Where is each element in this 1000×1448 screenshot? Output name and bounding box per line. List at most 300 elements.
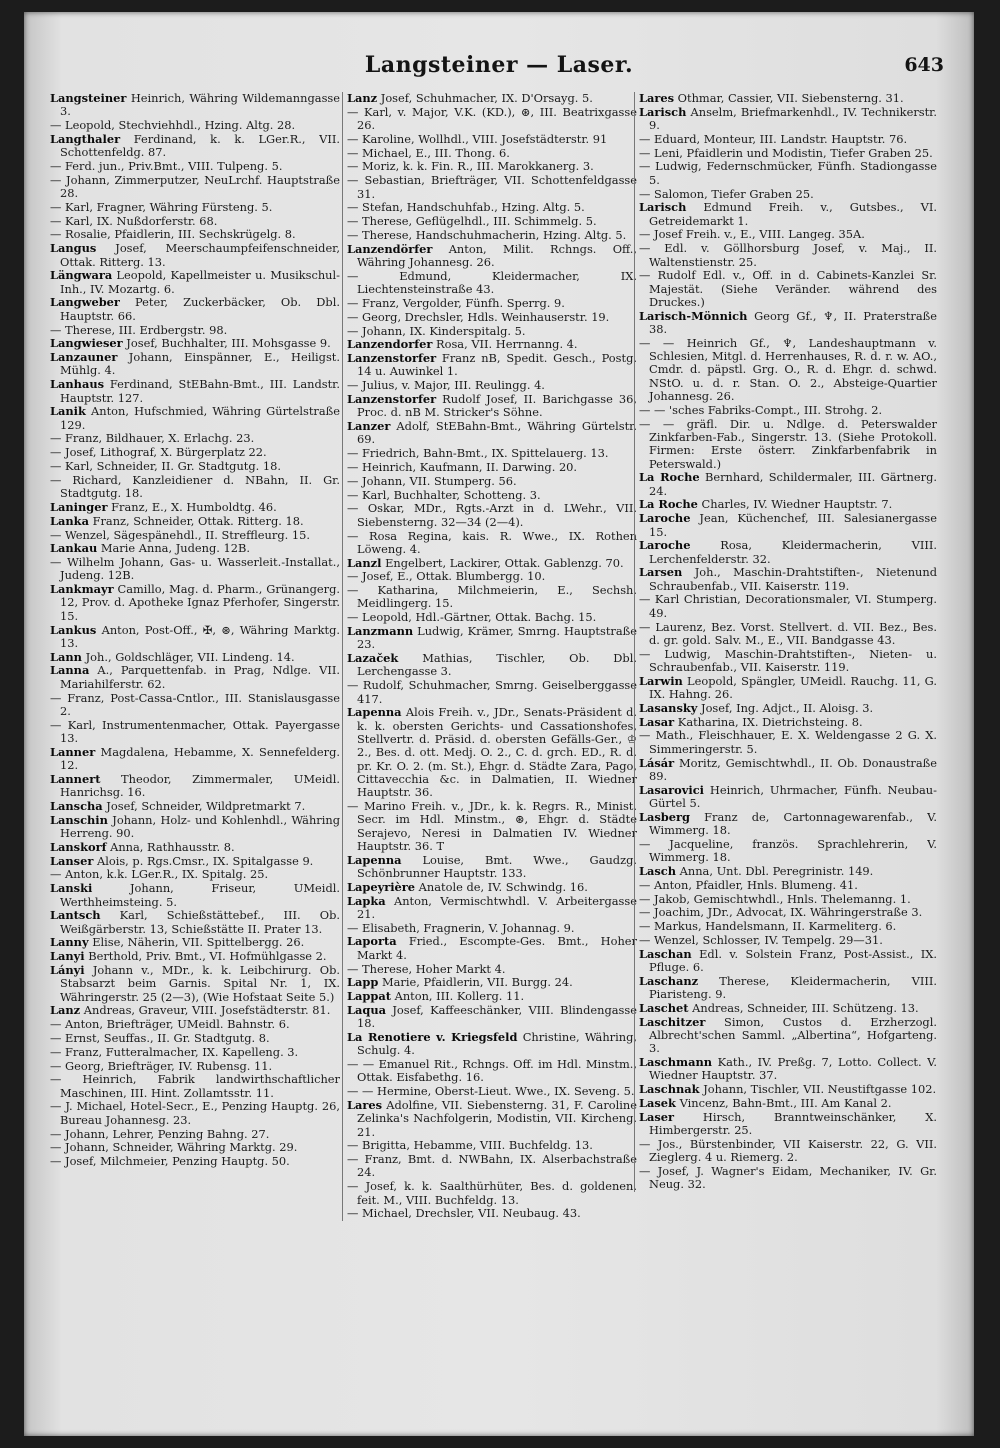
entry-details: Franz de, Cartonnagewarenfab., V. Wimmerg. 18.: [649, 809, 937, 838]
entry-details: — Jakob, Gemischtwhdl., Hnls. Thelemanng. 1.: [639, 891, 911, 906]
entry-details: — Josef Freih. v., E., VIII. Langeg. 35A.: [639, 227, 865, 242]
entry-surname: Lanzmann: [347, 624, 414, 639]
directory-entry: [347, 679, 637, 706]
entry-surname: Lapenna: [347, 705, 402, 720]
entry-details: Edl. v. Solstein Franz, Post-Assist., IX. Pfluge. 6.: [649, 946, 937, 974]
directory-entry: [347, 1004, 637, 1031]
directory-entry: [50, 446, 340, 459]
directory-entry: [639, 201, 937, 228]
directory-entry: [639, 404, 937, 417]
directory-entry: [50, 515, 340, 528]
entry-details: Marie, Pfaidlerin, VII. Burgg. 24.: [378, 975, 573, 990]
entry-details: Josef, Schuhmacher, IX. D'Orsayg. 5.: [377, 91, 593, 105]
directory-entry: [639, 1111, 937, 1138]
entry-surname: Lanzendorfer: [347, 337, 433, 352]
entry-surname: Lanzer: [347, 419, 391, 434]
directory-entry: [347, 297, 637, 310]
directory-entry: [50, 936, 340, 949]
entry-surname: Lann: [50, 649, 82, 664]
directory-entry: [50, 542, 340, 555]
entry-details: — Anton, Briefträger, UMeidl. Bahnstr. 6.: [50, 1017, 290, 1032]
entry-details: Leopold, Spängler, UMeidl. Rauchg. 11, G. IX. Hahng. 26.: [649, 673, 937, 702]
entry-details: Anatole de, IV. Schwindg. 16.: [415, 879, 588, 894]
directory-entry: [639, 1056, 937, 1083]
directory-entry: [347, 1153, 637, 1180]
entry-details: — — Emanuel Rit., Rchngs. Off. im Hdl. Minstm., Ottak. Eisfabethg. 16.: [347, 1057, 637, 1085]
column-3: [634, 92, 937, 1192]
entry-details: Joh., Goldschläger, VII. Lindeng. 14.: [81, 649, 295, 664]
column-2: [342, 92, 637, 1221]
entry-surname: Laninger: [50, 499, 108, 514]
entry-details: Josef, Schneider, Wildpretmarkt 7.: [102, 798, 306, 813]
entry-surname: Lasarovici: [639, 782, 704, 797]
entry-details: — Josef, Lithograf, X. Bürgerplatz 22.: [50, 445, 267, 460]
directory-entry: [50, 909, 340, 936]
directory-entry: [639, 242, 937, 269]
entry-details: Franz, E., X. Humboldtg. 46.: [107, 499, 277, 514]
entry-details: Anton, Milit. Rchngs. Off., Währing Johannesg. 26.: [357, 241, 637, 270]
entry-details: Hirsch, Branntweinschänker, X. Himbergerstr. 25.: [649, 1109, 937, 1138]
entry-details: Louise, Bmt. Wwe., Gaudzg. Schönbrunner Hauptstr. 133.: [357, 852, 637, 880]
entry-details: — Johann, Schneider, Währing Marktg. 29.: [50, 1140, 298, 1155]
directory-entry: [347, 461, 637, 474]
entry-surname: Lanik: [50, 404, 86, 419]
entry-details: Anton, Vermischtwhdl. V. Arbeitergasse 21.: [357, 893, 637, 921]
entry-details: — Richard, Kanzleidiener d. NBahn, II. Gr. Stadtgutg. 18.: [50, 472, 340, 501]
directory-entry: [639, 512, 937, 539]
directory-entry: [50, 855, 340, 868]
entry-details: Alois Freih. v., JDr., Senats-Präsident d. k. k. obersten Gerichts- und Cassationshofes, Stellvertr. d. Präsid. d. obersten Gefälls-Ger., ♔ 2., Bes. d. ott. Medj. O. 2., C. d. grch. ED., R. d. pr. Kr. O. 2. (m. St.), Ehgr. d. Städte Zara, Pago, Cittavecchia &c. in Dalmatien, II. Wiedner Hauptstr. 36.: [357, 705, 637, 800]
directory-entry: [639, 1165, 937, 1192]
entry-surname: Laser: [639, 1109, 675, 1124]
entry-surname: Larwin: [639, 673, 683, 688]
entry-surname: Laschanz: [639, 973, 699, 988]
directory-entry: [50, 814, 340, 841]
entry-details: — Katharina, Milchmeierin, E., Sechsh. Meidlingerg. 15.: [347, 583, 637, 611]
entry-details: Kath., IV. Preßg. 7, Lotto. Collect. V. Wiedner Hauptstr. 37.: [649, 1055, 937, 1083]
entry-surname: Laporta: [347, 934, 397, 949]
entry-surname: Lapp: [347, 975, 379, 990]
entry-surname: Lapka: [347, 893, 386, 908]
running-title: Langsteiner — Laser.: [364, 52, 634, 78]
entry-details: — Heinrich, Kaufmann, II. Darwing. 20.: [347, 460, 578, 475]
directory-entry: [347, 1085, 637, 1098]
directory-entry: [50, 529, 340, 542]
entry-details: Christine, Währing, Schulg. 4.: [357, 1029, 637, 1058]
entry-details: Josef, Buchhalter, III. Mohsgasse 9.: [122, 336, 331, 351]
entry-details: — Johann, Zimmerputzer, NeuLrchf. Hauptstraße 28.: [50, 172, 340, 201]
directory-entry: [50, 964, 340, 1004]
entry-details: Bernhard, Schildermaler, III. Gärtnerg. 24.: [649, 470, 937, 498]
directory-entry: [347, 243, 637, 270]
entry-surname: Lanz: [50, 1003, 81, 1018]
entry-details: — Rosalie, Pfaidlerin, III. Sechskrügelg. 8.: [50, 227, 296, 242]
entry-surname: Lanscha: [50, 798, 103, 813]
directory-entry: [639, 133, 937, 146]
entry-surname: Lankus: [50, 622, 97, 637]
entry-details: Anna, Unt. Dbl. Peregrinistr. 149.: [676, 863, 874, 878]
entry-details: — Therese, Geflügelhdl., III. Schimmelg. 5.: [347, 214, 597, 229]
entry-details: — Oskar, MDr., Rgts.-Arzt in d. LWehr., VII. Siebensterng. 32—34 (2—4).: [347, 501, 637, 529]
directory-entry: [639, 1097, 937, 1110]
entry-details: — Math., Fleischhauer, E. X. Weldengasse 2 G. X. Simmeringerstr. 5.: [639, 728, 937, 756]
entry-surname: Lányi: [50, 963, 85, 977]
directory-entry: [347, 92, 637, 105]
entry-details: Johann v., MDr., k. k. Leibchirurg. Ob. Stabsarzt beim Garnis. Spital Nr. 1, IX. Währingerstr. 25 (2—3), (Wie Hofstaat Seite 5.): [60, 963, 340, 1004]
directory-entry: [347, 475, 637, 488]
entry-details: — Johann, IX. Kinderspitalg. 5.: [347, 323, 526, 338]
entry-details: — Franz, Bildhauer, X. Erlachg. 23.: [50, 431, 255, 446]
entry-details: Franz, Schneider, Ottak. Ritterg. 18.: [88, 513, 304, 528]
entry-surname: Lazaček: [347, 651, 399, 666]
directory-entry: [50, 746, 340, 773]
entry-details: — Karl, v. Major, V.K. (KD.), ⊛, III. Beatrixgasse 26.: [347, 104, 637, 133]
entry-details: — Eduard, Monteur, III. Landstr. Hauptstr. 76.: [639, 131, 908, 146]
entry-details: — Julius, v. Major, III. Reulingg. 4.: [347, 378, 545, 393]
directory-entry: [347, 1099, 637, 1139]
entry-surname: La Roche: [639, 470, 700, 485]
entry-surname: Lanzenstorfer: [347, 351, 437, 366]
entry-surname: Lasberg: [639, 809, 690, 824]
entry-details: — Johann, Lehrer, Penzing Bahng. 27.: [50, 1126, 270, 1141]
directory-entry: [50, 1018, 340, 1031]
entry-surname: Lanschin: [50, 812, 108, 827]
entry-details: Anton, Hufschmied, Währing Gürtelstraße 129.: [60, 404, 340, 432]
directory-entry: [50, 1100, 340, 1127]
directory-entry: [639, 92, 937, 105]
entry-details: — Rudolf Edl. v., Off. in d. Cabinets-Kanzlei Sr. Majestät. (Siehe Veränder. während des Druckes.): [639, 268, 937, 309]
directory-entry: [639, 729, 937, 756]
entry-details: — Karl, Fragner, Währing Fürsteng. 5.: [50, 199, 273, 214]
entry-surname: Längwara: [50, 268, 113, 283]
directory-entry: [639, 418, 937, 471]
entry-details: Joh., Maschin-Drahtstiften-, Nietenund Schraubenfab., VII. Kaiserstr. 119.: [649, 565, 937, 593]
entry-details: — Leni, Pfaidlerin und Modistin, Tiefer Graben 25.: [639, 145, 933, 160]
directory-entry: [50, 92, 340, 119]
entry-details: — Wenzel, Schlosser, IV. Tempelg. 29—31.: [639, 932, 883, 947]
entry-details: — Stefan, Handschuhfab., Hzing. Altg. 5.: [347, 200, 585, 215]
directory-entry: [347, 976, 637, 989]
entry-details: Andreas, Schneider, III. Schützeng. 13.: [688, 1000, 919, 1015]
entry-surname: Laschet: [639, 1000, 689, 1015]
entry-details: — Josef, E., Ottak. Blumbergg. 10.: [347, 569, 546, 584]
entry-surname: Larisch: [639, 104, 687, 119]
entry-surname: Langus: [50, 241, 97, 256]
directory-entry: [347, 570, 637, 583]
directory-entry: [50, 378, 340, 405]
entry-details: Josef, Kaffeeschänker, VIII. Blindengasse 18.: [357, 1002, 637, 1031]
entry-details: — — Heinrich Gf., ♆, Landeshauptmann v. Schlesien, Mitgl. d. Herrenhauses, R. d. r. w. AO., Cmdr. d. päpstl. Grg. O., R. d. Ehgr. d. schwd. NStO. u. d. r. Stan. O. 2., Absteige-Quartier Johannesg. 26.: [639, 335, 937, 404]
directory-entry: [50, 432, 340, 445]
directory-entry: [347, 229, 637, 242]
entry-details: — Josef, k. k. Saalthürhüter, Bes. d. goldenen. feit. M., VIII. Buchfeldg. 13.: [347, 1179, 637, 1207]
directory-entry: [50, 1073, 340, 1100]
entry-details: — Jos., Bürstenbinder, VII Kaiserstr. 22, G. VII. Zieglerg. 4 u. Riemerg. 2.: [639, 1136, 937, 1165]
directory-entry: [347, 963, 637, 976]
directory-entry: [347, 379, 637, 392]
entry-details: — Johann, VII. Stumperg. 56.: [347, 473, 517, 488]
entry-surname: Laschmann: [639, 1055, 713, 1070]
entry-details: — Ernst, Seuffas., II. Gr. Stadtgutg. 8.: [50, 1030, 270, 1045]
directory-entry: [347, 215, 637, 228]
directory-entry: [347, 352, 637, 379]
page-number: 643: [904, 54, 944, 76]
entry-surname: Langwieser: [50, 336, 123, 351]
entry-details: Heinrich, Währing Wildemanngasse 3.: [60, 91, 340, 119]
entry-surname: Lapenna: [347, 852, 402, 867]
directory-entry: [347, 201, 637, 214]
directory-entry: [639, 879, 937, 892]
entry-details: Anselm, Briefmarkenhdl., IV. Technikerstr. 9.: [649, 104, 937, 133]
directory-entry: [347, 652, 637, 679]
entry-surname: Lanna: [50, 663, 90, 678]
entry-surname: Lasar: [639, 714, 675, 729]
entry-surname: La Roche: [639, 497, 698, 512]
entry-details: Alois, p. Rgs.Cmsr., IX. Spitalgasse 9.: [93, 853, 314, 868]
directory-entry: [347, 160, 637, 173]
entry-details: — — Hermine, Oberst-Lieut. Wwe., IX. Seveng. 5.: [347, 1084, 635, 1099]
entry-details: — Franz, Vergolder, Fünfh. Sperrg. 9.: [347, 295, 565, 310]
entry-details: Edmund Freih. v., Gutsbes., VI. Getreidemarkt 1.: [649, 200, 937, 228]
directory-entry: [50, 1155, 340, 1168]
directory-entry: [50, 800, 340, 813]
directory-entry: [347, 922, 637, 935]
entry-details: — Ludwig, Maschin-Drahtstiften-, Nieten- u. Schraubenfab., VII. Kaiserstr. 119.: [639, 646, 937, 674]
directory-entry: [347, 311, 637, 324]
entry-details: Mathias, Tischler, Ob. Dbl. Lerchengasse 3.: [357, 651, 637, 679]
directory-entry: [50, 1060, 340, 1073]
entry-details: — Therese, Hoher Markt 4.: [347, 961, 506, 976]
directory-entry: [50, 950, 340, 963]
directory-entry: [50, 624, 340, 651]
directory-entry: [347, 1031, 637, 1058]
entry-details: Rosa, VII. Herrnanng. 4.: [432, 337, 578, 352]
entry-details: — Marino Freih. v., JDr., k. k. Regrs. R., Minist. Secr. im Hdl. Minstm., ⊛, Ehgr. d. Städte Serajevo, Neresi in Dalmatien IV. Wiedner Hauptstr. 36. T: [347, 798, 637, 853]
directory-entry: [50, 460, 340, 473]
entry-details: Georg Gf., ♆, II. Praterstraße 38.: [649, 308, 937, 337]
directory-entry: [50, 501, 340, 514]
directory-entry: [639, 337, 937, 403]
entry-details: — Franz, Post-Cassa-Cntlor., III. Stanislausgasse 2.: [50, 690, 340, 718]
directory-entry: [50, 324, 340, 337]
entry-surname: Lannert: [50, 771, 101, 786]
entry-details: Ferdinand, StEBahn-Bmt., III. Landstr. Hauptstr. 127.: [60, 377, 340, 405]
directory-entry: [347, 1058, 637, 1085]
directory-entry: [50, 228, 340, 241]
directory-entry: [347, 270, 637, 297]
entry-details: — Josef, J. Wagner's Eidam, Mechaniker, IV. Gr. Neug. 32.: [639, 1163, 937, 1192]
directory-entry: [639, 498, 937, 511]
entry-details: — Wilhelm Johann, Gas- u. Wasserleit.-Installat., Judeng. 12B.: [50, 555, 340, 583]
directory-entry: [639, 675, 937, 702]
directory-entry: [639, 188, 937, 201]
entry-details: — Elisabeth, Fragnerin, V. Johannag. 9.: [347, 920, 575, 935]
directory-entry: [639, 648, 937, 675]
directory-entry: [50, 242, 340, 269]
directory-entry: [639, 228, 937, 241]
page-header: [24, 52, 974, 86]
entry-details: — Karl, Schneider, II. Gr. Stadtgutg. 18.: [50, 459, 282, 474]
entry-details: Johann, Tischler, VII. Neustiftgasse 102.: [699, 1082, 937, 1097]
entry-details: — Franz, Bmt. d. NWBahn, IX. Alserbachstraße 24.: [347, 1152, 637, 1180]
entry-details: Moritz, Gemischtwhdl., II. Ob. Donaustraße 89.: [649, 755, 937, 783]
entry-details: — — gräfl. Dir. u. Ndlge. d. Peterswalder Zinkfarben-Fab., Singerstr. 13. (Siehe Protokoll. Firmen: Erste österr. Zinkfarbenfabrik in Peterswald.): [639, 416, 937, 471]
entry-details: Johann, Holz- und Kohlenhdl., Währing Herreng. 90.: [60, 812, 340, 841]
entry-details: Anton, Post-Off., ✠, ⊛, Währing Marktg. 13.: [60, 622, 340, 650]
directory-entry: [347, 895, 637, 922]
entry-details: Rosa, Kleidermacherin, VIII. Lerchenfelderstr. 32.: [649, 538, 937, 566]
entry-surname: Lankau: [50, 541, 98, 556]
directory-entry: [639, 539, 937, 566]
entry-details: — Franz, Futteralmacher, IX. Kapelleng. 3.: [50, 1044, 299, 1059]
directory-entry: [639, 975, 937, 1002]
directory-entry: [639, 948, 937, 975]
entry-surname: Lantsch: [50, 908, 101, 923]
entry-details: — Georg, Drechsler, Hdls. Weinhauserstr. 19.: [347, 309, 610, 324]
directory-entry: [50, 201, 340, 214]
entry-details: — Michael, Drechsler, VII. Neubaug. 43.: [347, 1206, 581, 1221]
directory-entry: [347, 557, 637, 570]
directory-entry: [50, 1046, 340, 1059]
directory-entry: [50, 351, 340, 378]
directory-entry: [50, 133, 340, 160]
directory-entry: [347, 706, 637, 799]
directory-entry: [639, 757, 937, 784]
entry-surname: Langsteiner: [50, 91, 127, 105]
directory-entry: [639, 1138, 937, 1165]
column-1: [50, 92, 340, 1169]
entry-details: Fried., Escompte-Ges. Bmt., Hoher Markt 4.: [357, 934, 637, 962]
directory-entry: [639, 471, 937, 498]
entry-surname: Lanyi: [50, 949, 85, 964]
entry-details: Simon, Custos d. Erzherzogl. Albrecht'schen Samml. „Albertina“, Hofgarteng. 3.: [649, 1014, 937, 1056]
directory-entry: [50, 719, 340, 746]
entry-details: Peter, Zuckerbäcker, Ob. Dbl. Hauptstr. 66.: [60, 295, 340, 323]
directory-entry: [347, 147, 637, 160]
directory-entry: [347, 1180, 637, 1207]
entry-details: — Sebastian, Briefträger, VII. Schottenfeldgasse 31.: [347, 173, 637, 201]
entry-details: Rudolf Josef, II. Barichgasse 36, Proc. d. nB M. Stricker's Söhne.: [357, 392, 637, 420]
entry-details: — Ferd. jun., Priv.Bmt., VIII. Tulpeng. 5.: [50, 158, 283, 173]
entry-details: Camillo, Mag. d. Pharm., Grünangerg. 12, Prov. d. Apotheke Ignaz Pferhofer, Singerstr. 15.: [60, 582, 340, 623]
directory-entry: [50, 474, 340, 501]
entry-details: Vincenz, Bahn-Bmt., III. Am Kanal 2.: [675, 1095, 892, 1110]
entry-details: Jean, Küchenchef, III. Salesianergasse 15.: [649, 511, 937, 539]
entry-details: — Jacqueline, französ. Sprachlehrerin, V. Wimmerg. 18.: [639, 836, 937, 865]
directory-entry: [639, 784, 937, 811]
entry-details: Charles, IV. Wiedner Hauptstr. 7.: [697, 497, 893, 512]
entry-details: Ferdinand, k. k. LGer.R., VII. Schottenfeldg. 87.: [60, 131, 340, 160]
entry-details: Magdalena, Hebamme, X. Sennefelderg. 12.: [60, 744, 340, 773]
directory-entry: [347, 625, 637, 652]
entry-details: — Karl, IX. Nußdorferstr. 68.: [50, 213, 218, 228]
entry-details: — Anton, Pfaidler, Hnls. Blumeng. 41.: [639, 877, 858, 892]
directory-entry: [639, 1002, 937, 1015]
directory-entry: [347, 800, 637, 853]
entry-surname: Lanka: [50, 513, 89, 528]
directory-entry: [50, 882, 340, 909]
entry-details: — — 'sches Fabriks-Compt., III. Strohg. 2.: [639, 402, 883, 417]
entry-details: — Brigitta, Hebamme, VIII. Buchfeldg. 13.: [347, 1138, 593, 1153]
entry-details: — Josef, Milchmeier, Penzing Hauptg. 50.: [50, 1154, 290, 1169]
entry-surname: Larisch-Mönnich: [639, 308, 748, 323]
directory-entry: [639, 716, 937, 729]
entry-details: — Salomon, Tiefer Graben 25.: [639, 186, 814, 201]
entry-surname: Laschitzer: [639, 1014, 706, 1029]
entry-details: — Michael, E., III. Thong. 6.: [347, 145, 510, 160]
entry-details: — Edmund, Kleidermacher, IX. Liechtensteinstraße 43.: [347, 268, 637, 297]
directory-entry: [347, 106, 637, 133]
directory-entry: [639, 566, 937, 593]
entry-details: Franz nB, Spedit. Gesch., Postg. 14 u. Auwinkel 1.: [357, 351, 637, 379]
entry-surname: Lares: [347, 1097, 383, 1112]
directory-entry: [639, 1083, 937, 1096]
directory-entry: [639, 934, 937, 947]
entry-details: Marie Anna, Judeng. 12B.: [97, 541, 250, 556]
entry-details: Engelbert, Lackirer, Ottak. Gablenzg. 70.: [381, 555, 624, 570]
entry-details: Therese, Kleidermacherin, VIII. Piaristeng. 9.: [649, 973, 937, 1002]
entry-surname: Langthaler: [50, 131, 121, 146]
directory-entry: [639, 865, 937, 878]
entry-details: — Leopold, Hdl.-Gärtner, Ottak. Bachg. 15.: [347, 610, 597, 625]
entry-details: Adolf, StEBahn-Bmt., Währing Gürtelstr. 69.: [357, 419, 637, 447]
entry-details: — Therese, Handschuhmacherin, Hzing. Altg. 5.: [347, 227, 627, 242]
entry-details: Andreas, Graveur, VIII. Josefstädterstr. 81.: [80, 1003, 331, 1018]
directory-entry: [347, 502, 637, 529]
entry-surname: Lanhaus: [50, 377, 105, 392]
directory-entry: [347, 325, 637, 338]
entry-surname: Lanz: [347, 91, 378, 105]
entry-surname: Lanser: [50, 853, 94, 868]
entry-details: — Wenzel, Sägespänehdl., II. Streffleurg. 15.: [50, 527, 310, 542]
entry-details: Othmar, Cassier, VII. Siebensterng. 31.: [674, 91, 904, 105]
directory-entry: [347, 990, 637, 1003]
directory-entry: [50, 692, 340, 719]
entry-surname: Lanski: [50, 881, 93, 896]
entry-surname: Lapeyrière: [347, 879, 416, 894]
entry-surname: La Renotiere v. Kriegsfeld: [347, 1029, 518, 1044]
entry-details: — Joachim, JDr., Advocat, IX. Währingerstraße 3.: [639, 905, 923, 920]
directory-entry: [639, 106, 937, 133]
directory-entry: [347, 447, 637, 460]
directory-entry: [50, 583, 340, 623]
entry-details: — Rudolf, Schuhmacher, Smrng. Geiselberggasse 417.: [347, 678, 637, 706]
directory-entry: [347, 881, 637, 894]
entry-surname: Lanzauner: [50, 350, 118, 365]
entry-details: Johann, Einspänner, E., Heiligst. Mühlg. 4.: [60, 350, 340, 378]
directory-entry: [639, 906, 937, 919]
entry-details: — Therese, III. Erdbergstr. 98.: [50, 322, 228, 337]
entry-surname: Lares: [639, 91, 675, 105]
entry-surname: Lasch: [639, 863, 677, 878]
directory-entry: [639, 160, 937, 187]
entry-surname: Laroche: [639, 511, 691, 526]
entry-surname: Laschan: [639, 946, 692, 961]
entry-details: Elise, Näherin, VII. Spittelbergg. 26.: [88, 935, 305, 950]
entry-surname: Laroche: [639, 538, 691, 553]
directory-entry: [347, 174, 637, 201]
entry-details: — Edl. v. Göllhorsburg Josef, v. Maj., II. Waltenstienstr. 25.: [639, 241, 937, 269]
entry-surname: Lasek: [639, 1095, 676, 1110]
entry-surname: Larisch: [639, 200, 687, 215]
directory-entry: [347, 1139, 637, 1152]
entry-surname: Lanner: [50, 744, 96, 759]
entry-details: Theodor, Zimmermaler, UMeidl. Hanrichsg. 16.: [60, 771, 340, 800]
entry-details: — Laurenz, Bez. Vorst. Stellvert. d. VII. Bez., Bes. d. gr. gold. Salv. M., E., VII. Bandgasse 43.: [639, 619, 937, 647]
entry-surname: Lanskorf: [50, 839, 107, 854]
directory-entry: [50, 556, 340, 583]
directory-entry: [347, 854, 637, 881]
